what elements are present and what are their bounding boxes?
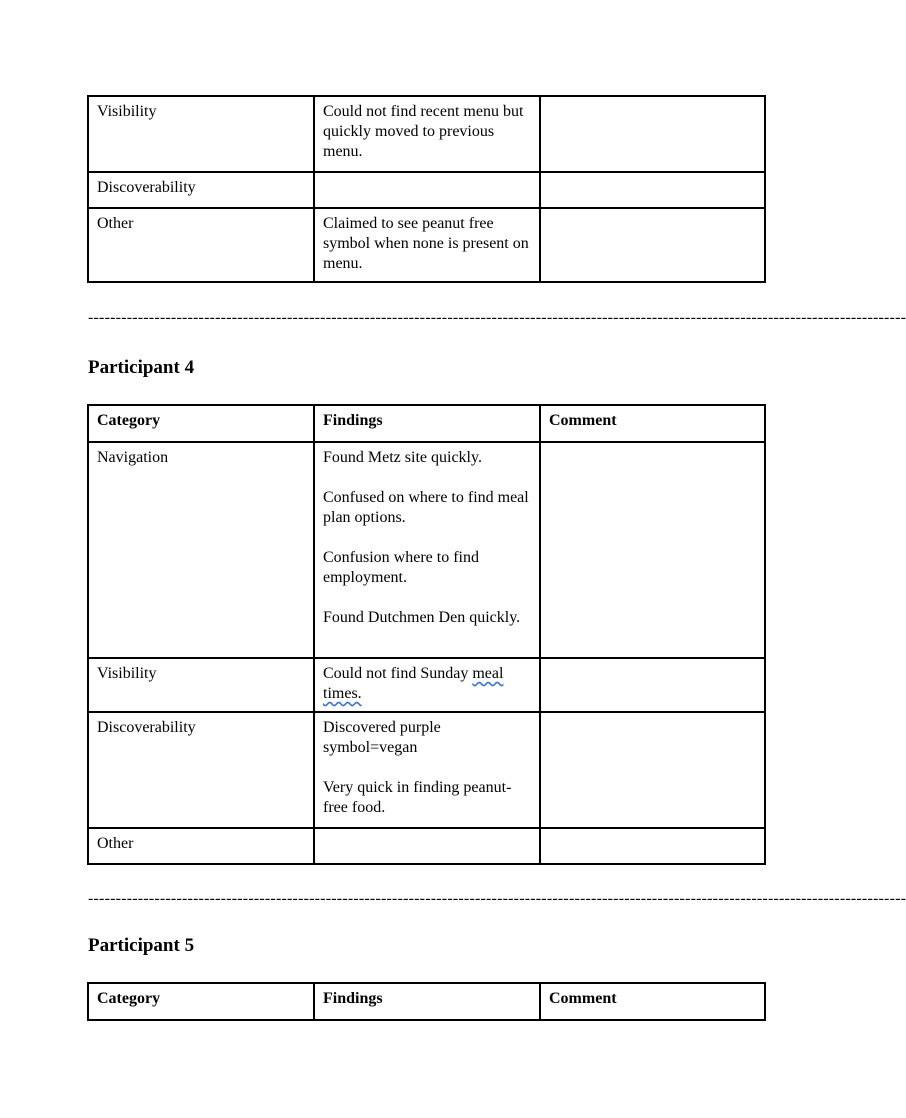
- table-row: [88, 658, 765, 712]
- findings-cell: [314, 712, 540, 828]
- category-header: Category: [88, 405, 314, 442]
- participant4-findings-table: [87, 404, 766, 865]
- findings-cell: [314, 442, 540, 658]
- category-cell: Discoverability: [88, 172, 314, 208]
- finding-text: Could not find recent menu but quickly moved to previous menu.: [323, 103, 524, 160]
- category-header: Category: [88, 983, 314, 1020]
- category-cell: Visibility: [88, 96, 314, 172]
- participant5-heading: Participant 5: [88, 935, 195, 956]
- table-row: [88, 172, 765, 208]
- comment-cell: [540, 712, 765, 828]
- category-cell: Other: [88, 208, 314, 282]
- comment-cell: [540, 172, 765, 208]
- table-header-row: [88, 405, 765, 442]
- finding-text: Confusion where to find employment.: [323, 549, 479, 586]
- comment-header: Comment: [540, 405, 765, 442]
- participant4-heading: Participant 4: [88, 357, 195, 378]
- participant3-findings-table: [87, 95, 766, 283]
- table-row: [88, 208, 765, 282]
- finding-text: Could not find Sunday: [323, 665, 473, 682]
- finding-text: Discovered purple symbol=vegan: [323, 719, 441, 756]
- findings-cell: [314, 208, 540, 282]
- findings-header: Findings: [314, 983, 540, 1020]
- category-cell: Visibility: [88, 658, 314, 712]
- table-row: [88, 442, 765, 658]
- findings-header: Findings: [314, 405, 540, 442]
- spellcheck-flagged-text[interactable]: meal times.: [323, 665, 504, 702]
- category-cell: Navigation: [88, 442, 314, 658]
- category-cell: Discoverability: [88, 712, 314, 828]
- findings-cell: [314, 828, 540, 864]
- table-row: [88, 96, 765, 172]
- findings-cell: [314, 172, 540, 208]
- table-row: [88, 712, 765, 828]
- comment-cell: [540, 828, 765, 864]
- section-divider: ----------------------------------------------------------------------------------------------------------------------------------------------------: [88, 890, 906, 907]
- findings-cell: [314, 658, 540, 712]
- comment-header: Comment: [540, 983, 765, 1020]
- category-cell: Other: [88, 828, 314, 864]
- table-row: [88, 828, 765, 864]
- finding-text: Confused on where to find meal plan options.: [323, 489, 529, 526]
- participant5-findings-table: [87, 982, 766, 1021]
- comment-cell: [540, 96, 765, 172]
- findings-cell: [314, 96, 540, 172]
- finding-text: Very quick in finding peanut-free food.: [323, 779, 512, 816]
- table-header-row: [88, 983, 765, 1020]
- finding-text: Found Dutchmen Den quickly.: [323, 609, 521, 626]
- finding-text: Claimed to see peanut free symbol when none is present on menu.: [323, 215, 529, 272]
- finding-text: Found Metz site quickly.: [323, 449, 482, 466]
- comment-cell: [540, 658, 765, 712]
- section-divider: ----------------------------------------------------------------------------------------------------------------------------------------------------: [88, 309, 906, 326]
- comment-cell: [540, 208, 765, 282]
- comment-cell: [540, 442, 765, 658]
